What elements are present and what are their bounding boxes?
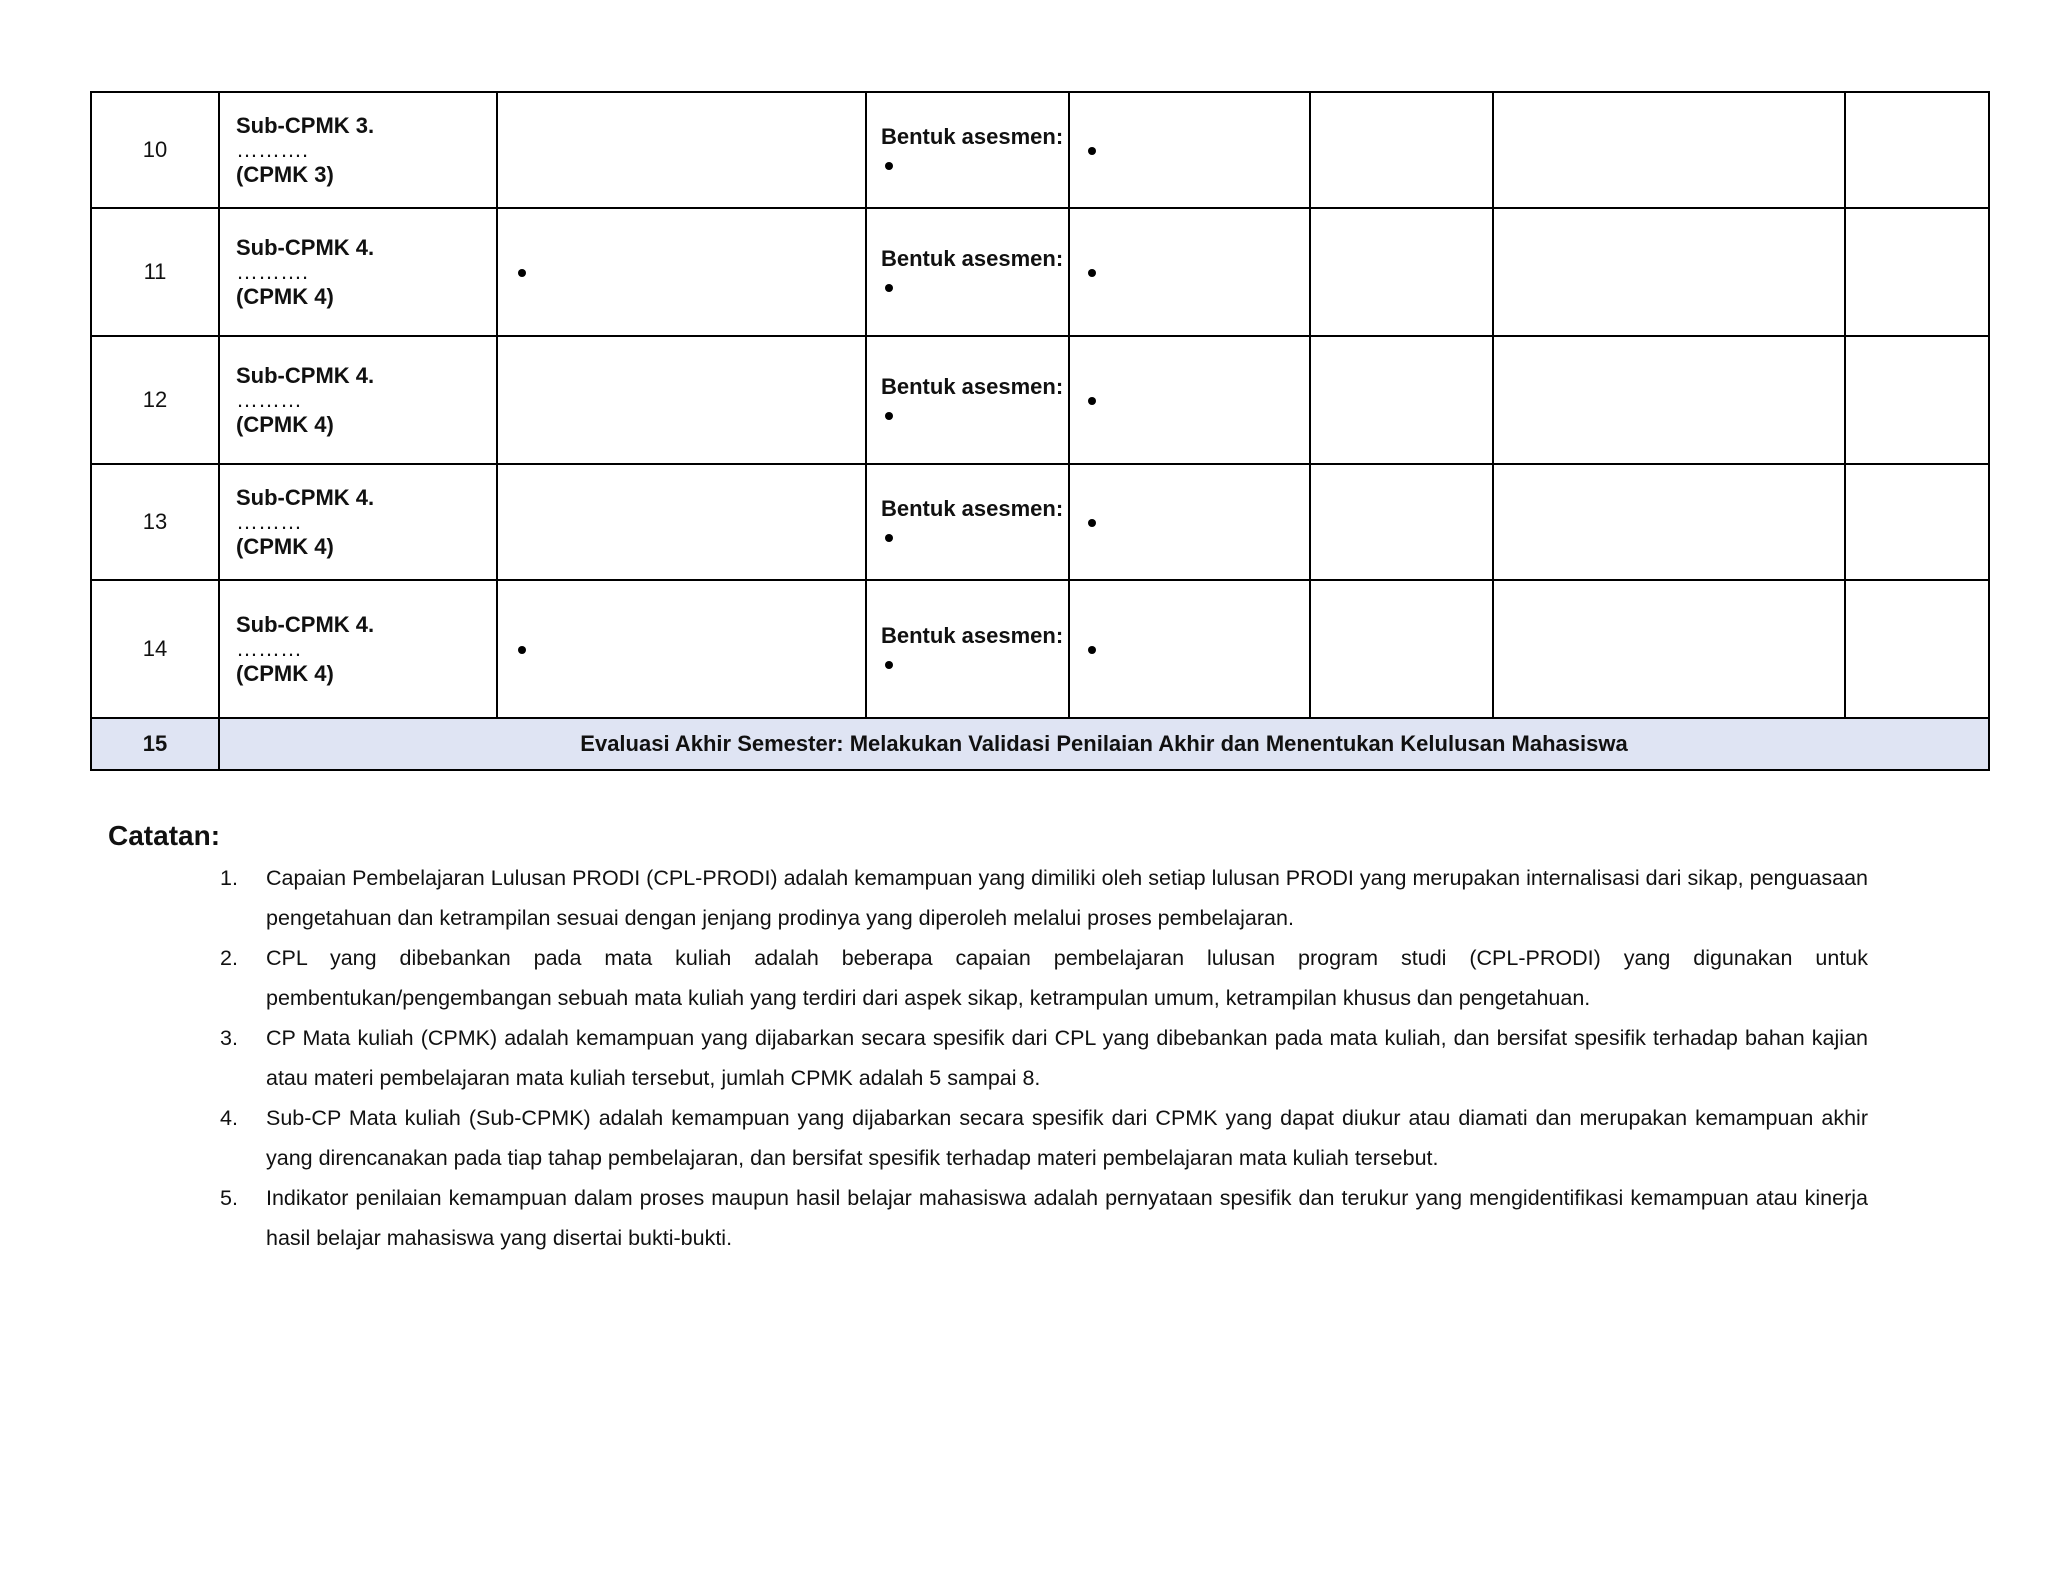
note-number: 3. (220, 1026, 238, 1050)
assessment-cell (866, 336, 1069, 464)
empty-cell (1493, 208, 1845, 336)
bullet-icon (1088, 519, 1096, 527)
empty-cell (1845, 464, 1989, 580)
sub-cpmk-ref: (CPMK 4) (236, 412, 334, 437)
assessment-label: Bentuk asesmen: (881, 246, 1064, 271)
sub-cpmk-ref: (CPMK 3) (236, 162, 334, 187)
assessment-cell (866, 92, 1069, 208)
empty-cell (1845, 336, 1989, 464)
assessment-label: Bentuk asesmen: (881, 496, 1064, 521)
bullet-icon (885, 284, 893, 292)
learning-method-cell (1069, 336, 1310, 464)
empty-cell (1493, 464, 1845, 580)
bullet-icon (885, 412, 893, 420)
empty-cell (1310, 464, 1493, 580)
bullet-icon (885, 661, 893, 669)
sub-cpmk-placeholder: ……… (236, 509, 302, 534)
sub-cpmk-ref: (CPMK 4) (236, 534, 334, 559)
note-number: 4. (220, 1106, 238, 1130)
note-text: Indikator penilaian kemampuan dalam proses maupun hasil belajar mahasiswa adalah pernyataan spesifik dan terukur yang mengidentifikasi kemampuan atau kinerja hasil belajar mahasiswa yang disertai bukti-bukti. (266, 1186, 1868, 1250)
week-cell: 10 (91, 92, 219, 208)
table-row (91, 336, 1989, 464)
empty-cell (1845, 580, 1989, 718)
sub-cpmk-cell (219, 92, 497, 208)
sub-cpmk-cell (219, 464, 497, 580)
note-number: 5. (220, 1186, 238, 1210)
note-item (108, 1098, 1868, 1178)
final-evaluation-text: Evaluasi Akhir Semester: Melakukan Validasi Penilaian Akhir dan Menentukan Kelulusan Mahasiswa (219, 718, 1989, 770)
notes-title: Catatan: (108, 820, 221, 851)
empty-cell (1310, 208, 1493, 336)
empty-cell (1493, 580, 1845, 718)
sub-cpmk-ref: (CPMK 4) (236, 284, 334, 309)
empty-cell (1310, 580, 1493, 718)
note-text: CPL yang dibebankan pada mata kuliah adalah beberapa capaian pembelajaran lulusan program studi (CPL-PRODI) yang digunakan untuk pembentukan/pengembangan sebuah mata kuliah yang terdiri dari aspek sikap, ketrampulan umum, ketrampilan khusus dan pengetahuan. (266, 946, 1868, 1010)
sub-cpmk-title: Sub-CPMK 4. (236, 235, 375, 260)
assessment-cell (866, 464, 1069, 580)
sub-cpmk-placeholder: ……… (236, 387, 302, 412)
empty-cell (1493, 336, 1845, 464)
sub-cpmk-placeholder: ………. (236, 137, 309, 162)
note-item (108, 858, 1868, 938)
learning-method-cell (1069, 464, 1310, 580)
note-item (108, 1178, 1868, 1258)
assessment-cell (866, 580, 1069, 718)
sub-cpmk-cell (219, 336, 497, 464)
rps-table (90, 91, 1990, 771)
indicator-cell (497, 464, 866, 580)
sub-cpmk-title: Sub-CPMK 4. (236, 363, 375, 388)
assessment-label: Bentuk asesmen: (881, 374, 1064, 399)
table-row (91, 464, 1989, 580)
sub-cpmk-cell (219, 580, 497, 718)
note-number: 2. (220, 946, 238, 970)
week-cell: 12 (91, 336, 219, 464)
indicator-cell (497, 208, 866, 336)
learning-method-cell (1069, 92, 1310, 208)
notes-list (108, 858, 1868, 1258)
final-evaluation-row (91, 718, 1989, 770)
week-cell: 13 (91, 464, 219, 580)
week-cell: 14 (91, 580, 219, 718)
indicator-cell (497, 336, 866, 464)
bullet-icon (885, 534, 893, 542)
note-text: Sub-CP Mata kuliah (Sub-CPMK) adalah kemampuan yang dijabarkan secara spesifik dari CPMK yang dapat diukur atau diamati dan merupakan kemampuan akhir yang direncanakan pada tiap tahap pembelajaran, dan bersifat spesifik terhadap materi pembelajaran mata kuliah tersebut. (266, 1106, 1868, 1170)
assessment-cell (866, 208, 1069, 336)
sub-cpmk-title: Sub-CPMK 3. (236, 113, 375, 138)
assessment-label: Bentuk asesmen: (881, 124, 1064, 149)
table-row (91, 580, 1989, 718)
bullet-icon (518, 646, 526, 654)
empty-cell (1493, 92, 1845, 208)
sub-cpmk-cell (219, 208, 497, 336)
sub-cpmk-title: Sub-CPMK 4. (236, 485, 375, 510)
assessment-label: Bentuk asesmen: (881, 623, 1064, 648)
note-item (108, 938, 1868, 1018)
bullet-icon (1088, 397, 1096, 405)
notes-section (108, 820, 1868, 1258)
learning-method-cell (1069, 208, 1310, 336)
sub-cpmk-title: Sub-CPMK 4. (236, 612, 375, 637)
week-cell: 11 (91, 208, 219, 336)
empty-cell (1310, 336, 1493, 464)
bullet-icon (1088, 269, 1096, 277)
note-text: CP Mata kuliah (CPMK) adalah kemampuan yang dijabarkan secara spesifik dari CPL yang dibebankan pada mata kuliah, dan bersifat spesifik terhadap bahan kajian atau materi pembelajaran mata kuliah tersebut, jumlah CPMK adalah 5 sampai 8. (266, 1026, 1868, 1090)
note-number: 1. (220, 866, 238, 890)
indicator-cell (497, 580, 866, 718)
indicator-cell (497, 92, 866, 208)
empty-cell (1845, 92, 1989, 208)
bullet-icon (1088, 147, 1096, 155)
bullet-icon (885, 162, 893, 170)
note-item (108, 1018, 1868, 1098)
table-row (91, 208, 1989, 336)
empty-cell (1845, 208, 1989, 336)
sub-cpmk-placeholder: ……… (236, 636, 302, 661)
table-row (91, 92, 1989, 208)
learning-method-cell (1069, 580, 1310, 718)
bullet-icon (518, 269, 526, 277)
empty-cell (1310, 92, 1493, 208)
sub-cpmk-placeholder: ………. (236, 259, 309, 284)
bullet-icon (1088, 646, 1096, 654)
sub-cpmk-ref: (CPMK 4) (236, 661, 334, 686)
note-text: Capaian Pembelajaran Lulusan PRODI (CPL-PRODI) adalah kemampuan yang dimiliki oleh setiap lulusan PRODI yang merupakan internalisasi dari sikap, penguasaan pengetahuan dan ketrampilan sesuai dengan jenjang prodinya yang diperoleh melalui proses pembelajaran. (266, 866, 1868, 930)
week-cell: 15 (91, 718, 219, 770)
